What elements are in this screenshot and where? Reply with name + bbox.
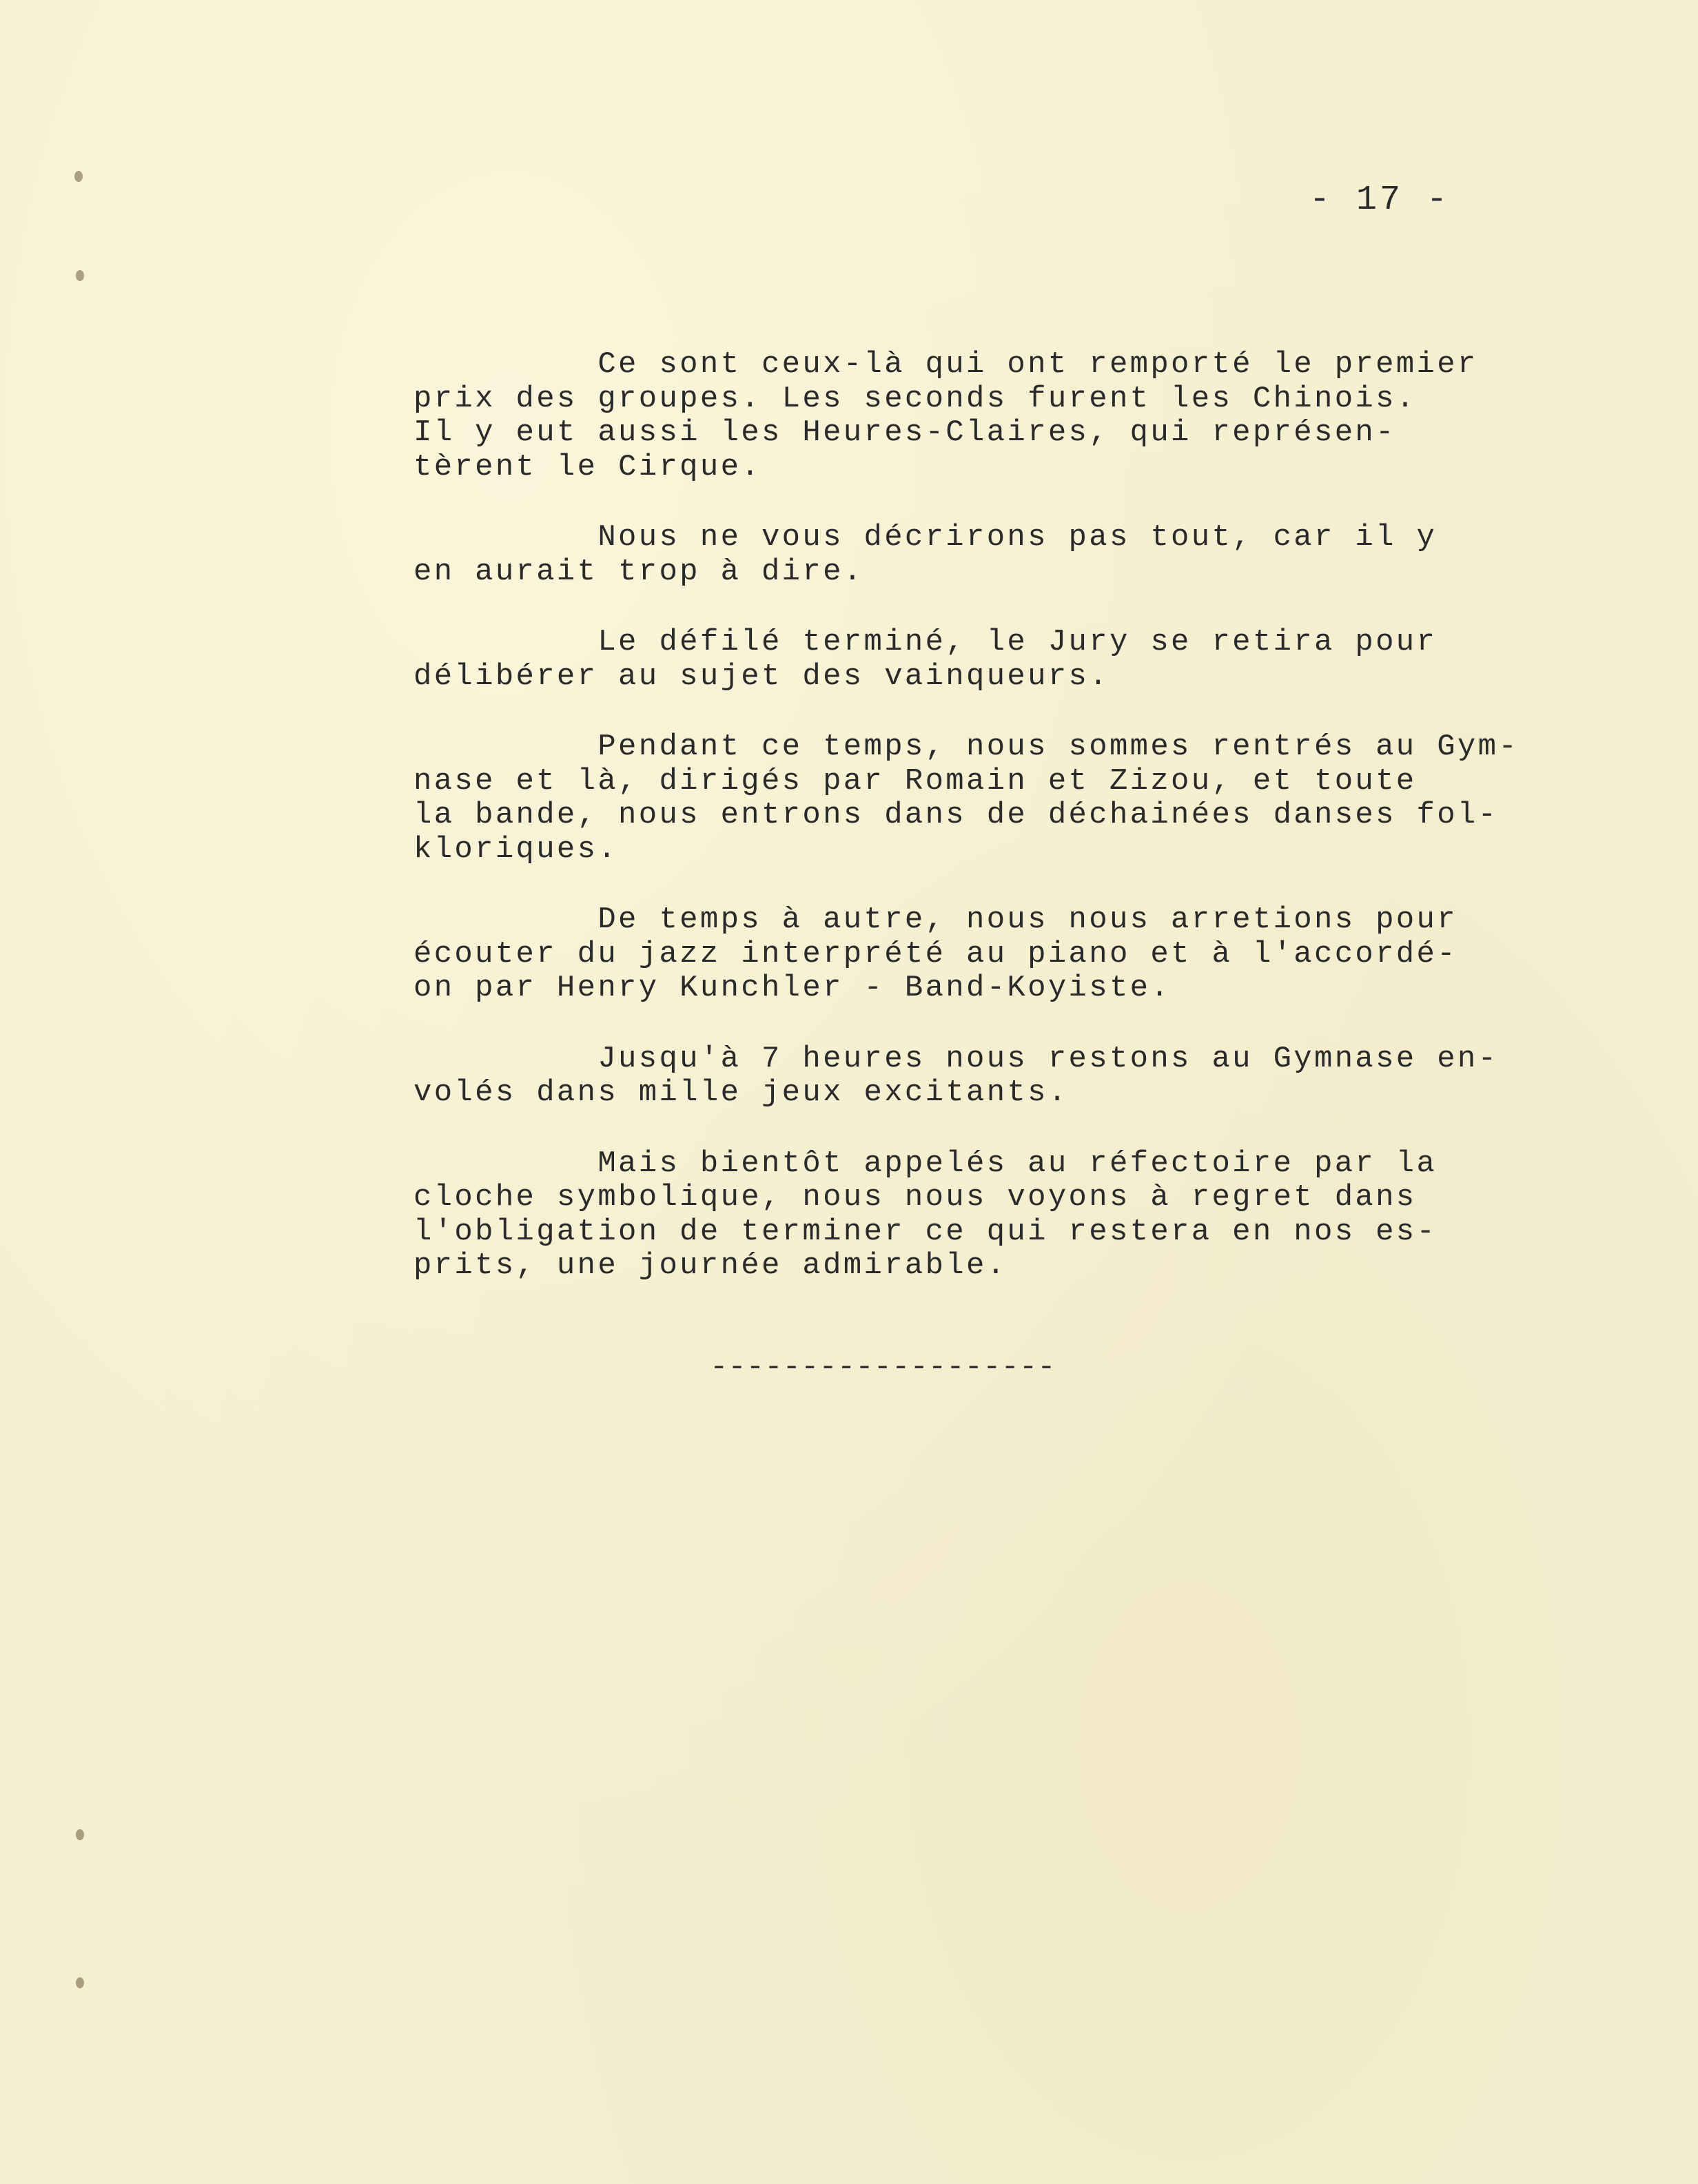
paragraph [413,903,1544,1006]
text-line: Il y eut aussi les Heures-Claires, qui représen- [413,415,1396,450]
paragraph [413,521,1544,589]
text-line: Le défilé terminé, le Jury se retira pour [413,625,1438,659]
text-line: délibérer au sujet des vainqueurs. [413,659,1109,694]
punch-hole-mark [76,1829,84,1840]
punch-hole-mark [74,171,83,182]
paragraph [413,626,1544,694]
text-line: Mais bientôt appelés au réfectoire par la [413,1146,1438,1181]
text-line: en aurait trop à dire. [413,554,864,589]
punch-hole-mark [76,1977,84,1988]
dashed-separator: ------------------- [710,1350,1056,1385]
text-line: Pendant ce temps, nous sommes rentrés au Gym- [413,730,1520,764]
text-line: la bande, nous entrons dans de déchainées danses fol- [413,798,1499,832]
text-line: cloche symbolique, nous nous voyons à regret dans [413,1180,1417,1215]
page-number: - 17 - [1309,181,1451,220]
text-line: De temps à autre, nous nous arretions pour [413,903,1457,937]
text-line: Ce sont ceux-là qui ont remporté le premier [413,347,1478,382]
text-line: écouter du jazz interprété au piano et à l'accordé- [413,936,1457,971]
text-line: on par Henry Kunchler - Band-Koyiste. [413,971,1172,1005]
text-line: l'obligation de terminer ce qui restera en nos es- [413,1214,1438,1249]
document-body [413,348,1544,1320]
text-line: prix des groupes. Les seconds furent les Chinois. [413,381,1417,416]
text-line: Nous ne vous décrirons pas tout, car il y [413,520,1438,555]
text-line: kloriques. [413,832,619,867]
paragraph [413,1042,1544,1111]
text-line: prits, une journée admirable. [413,1248,1007,1283]
text-line: nase et là, dirigés par Romain et Zizou, et toute [413,763,1417,799]
punch-hole-mark [76,270,84,281]
text-line: Jusqu'à 7 heures nous restons au Gymnase en- [413,1041,1499,1076]
paragraph [413,730,1544,867]
paragraph [413,1147,1544,1284]
text-line: volés dans mille jeux excitants. [413,1075,1069,1110]
text-line: tèrent le Cirque. [413,449,761,484]
paragraph [413,348,1544,484]
